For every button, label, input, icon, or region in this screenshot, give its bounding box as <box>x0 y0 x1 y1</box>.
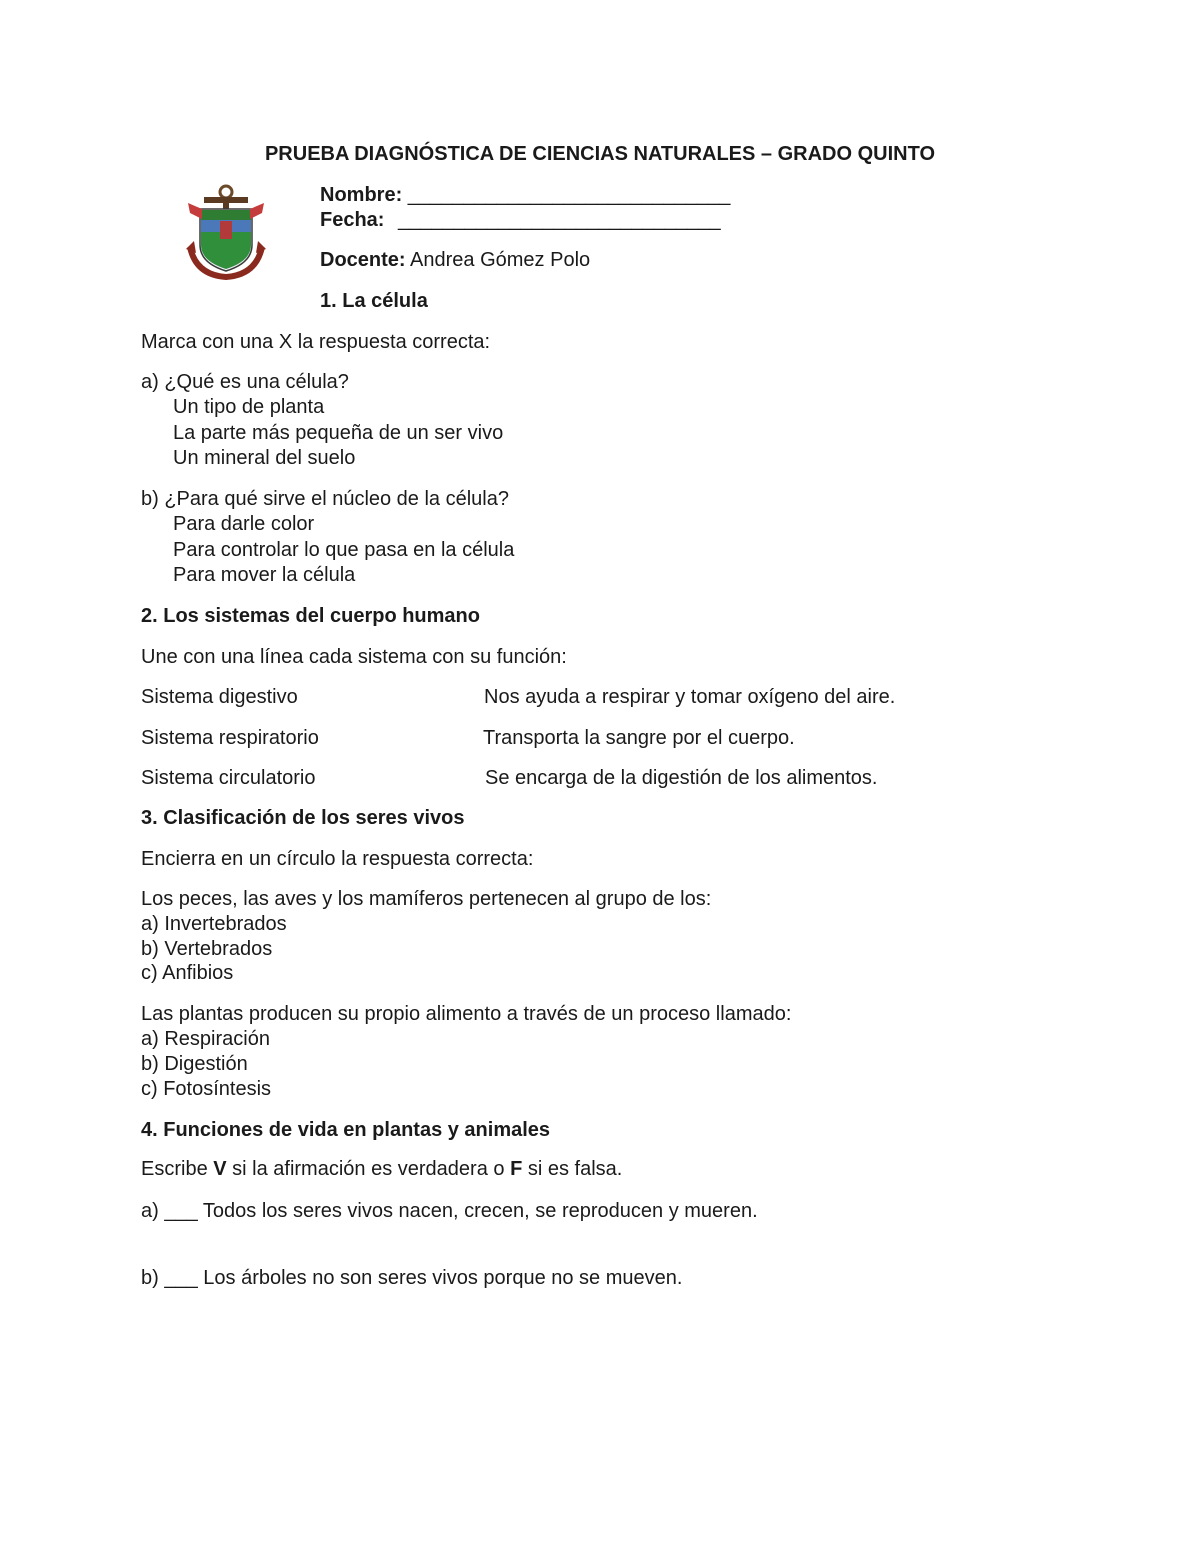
option-3-2-c: c) Fotosíntesis <box>141 1078 272 1100</box>
option-3-2-b: b) Digestión <box>141 1053 248 1075</box>
function-3: Se encarga de la digestión de los alimentos. <box>485 767 878 789</box>
option-1b-2: Para controlar lo que pasa en la célula <box>173 539 515 561</box>
statement-b: b) ___ Los árboles no son seres vivos porque no se mueven. <box>141 1267 683 1289</box>
section-2-heading: 2. Los sistemas del cuerpo humano <box>141 605 480 627</box>
question-3-2: Las plantas producen su propio alimento a través de un proceso llamado: <box>141 1003 792 1025</box>
section-1-heading: 1. La célula <box>320 290 428 312</box>
option-3-1-c: c) Anfibios <box>141 962 234 984</box>
fecha-row <box>320 208 721 232</box>
function-2: Transporta la sangre por el cuerpo. <box>483 727 795 749</box>
option-3-1-a: a) Invertebrados <box>141 913 287 935</box>
nombre-row <box>320 183 730 207</box>
option-1a-2: La parte más pequeña de un ser vivo <box>173 422 504 444</box>
nombre-label: Nombre: <box>320 184 403 206</box>
instruction-post: si es falsa. <box>522 1158 623 1180</box>
option-1b-3: Para mover la célula <box>173 564 356 586</box>
option-3-1-b: b) Vertebrados <box>141 938 273 960</box>
section-3-instruction: Encierra en un círculo la respuesta correcta: <box>141 848 534 870</box>
page-title: PRUEBA DIAGNÓSTICA DE CIENCIAS NATURALES – GRADO QUINTO <box>264 143 936 165</box>
section-4-instruction <box>141 1157 622 1181</box>
section-3-heading: 3. Clasificación de los seres vivos <box>141 807 465 829</box>
question-1a: a) ¿Qué es una célula? <box>141 371 349 393</box>
fecha-label: Fecha: <box>320 209 385 231</box>
option-1a-3: Un mineral del suelo <box>173 447 356 469</box>
instruction-pre: Escribe <box>141 1158 214 1180</box>
docente-value: Andrea Gómez Polo <box>410 249 591 271</box>
instruction-mid: si la afirmación es verdadera o <box>226 1158 511 1180</box>
statement-a: a) ___ Todos los seres vivos nacen, crecen, se reproducen y mueren. <box>141 1200 758 1222</box>
function-1: Nos ayuda a respirar y tomar oxígeno del aire. <box>484 686 896 708</box>
instruction-v: V <box>213 1158 227 1180</box>
question-1b: b) ¿Para qué sirve el núcleo de la célula? <box>141 488 509 510</box>
system-circulatory: Sistema circulatorio <box>141 767 316 789</box>
option-3-2-a: a) Respiración <box>141 1028 270 1050</box>
system-respiratory: Sistema respiratorio <box>141 727 319 749</box>
system-digestive: Sistema digestivo <box>141 686 298 708</box>
section-1-instruction: Marca con una X la respuesta correcta: <box>141 331 491 353</box>
section-4-heading: 4. Funciones de vida en plantas y animales <box>141 1119 551 1141</box>
question-3-1: Los peces, las aves y los mamíferos pertenecen al grupo de los: <box>141 888 712 910</box>
nombre-line: _____________________________ <box>407 184 731 206</box>
option-1a-1: Un tipo de planta <box>173 396 325 418</box>
instruction-f: F <box>510 1158 523 1180</box>
section-2-instruction: Une con una línea cada sistema con su función: <box>141 646 567 668</box>
option-1b-1: Para darle color <box>173 513 315 535</box>
fecha-line: _____________________________ <box>398 209 721 231</box>
docente-row <box>320 248 590 272</box>
school-crest-anchor-icon <box>182 183 270 283</box>
docente-label: Docente: <box>320 249 406 271</box>
